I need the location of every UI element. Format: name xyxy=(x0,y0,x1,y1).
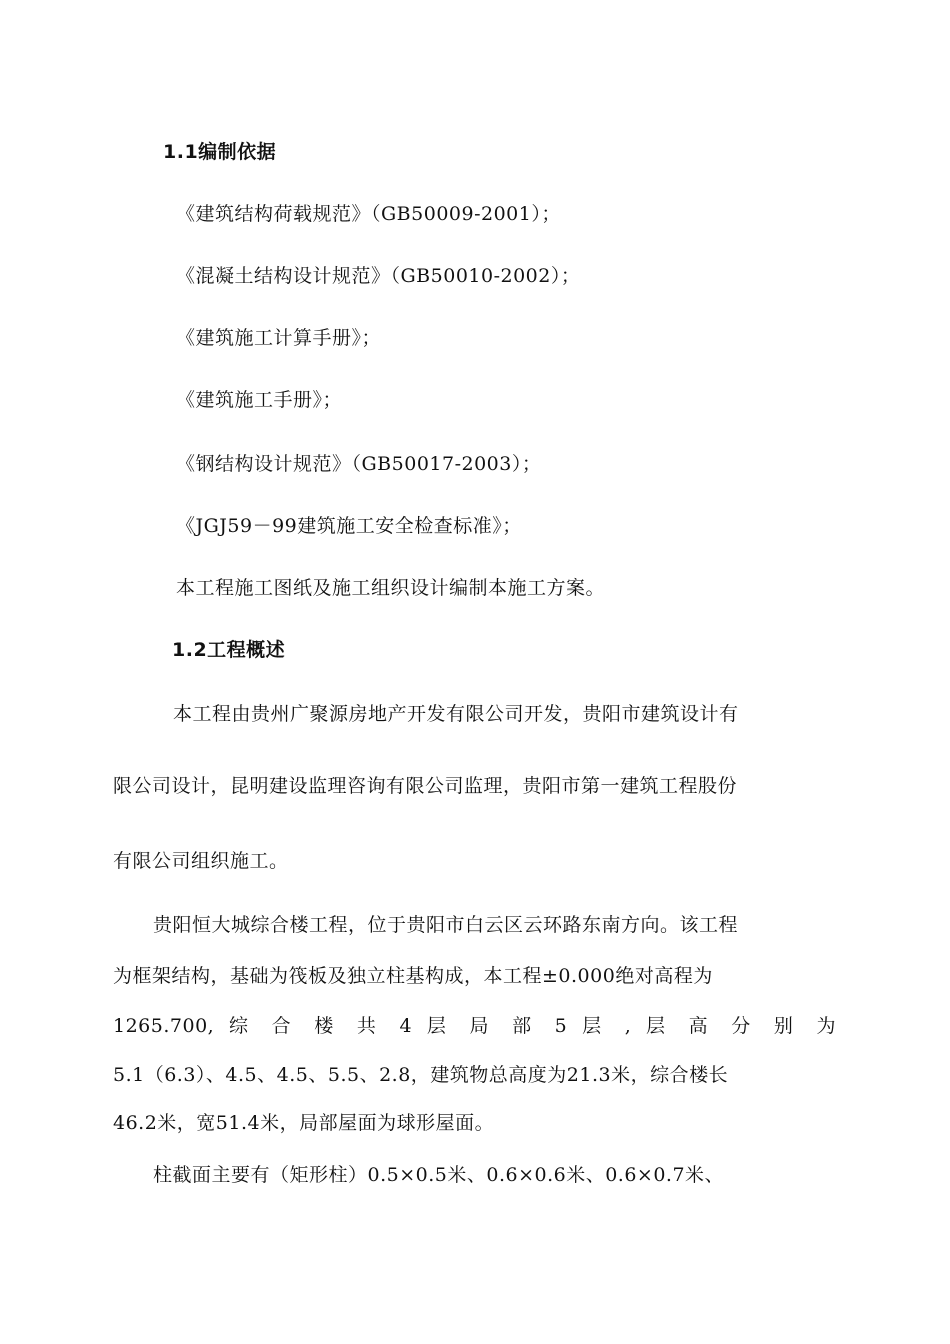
paragraph-line: 46.2米，宽51.4米，局部屋面为球形屋面。 xyxy=(113,1112,495,1134)
reference-item: 《建筑施工手册》； xyxy=(176,389,343,411)
paragraph-line: 有限公司组织施工。 xyxy=(113,850,289,872)
reference-item: 《JGJ59－99建筑施工安全检查标准》； xyxy=(176,515,522,537)
reference-item: 《建筑施工计算手册》； xyxy=(176,327,382,349)
paragraph-line: 限公司设计，昆明建设监理咨询有限公司监理，贵阳市第一建筑工程股份 xyxy=(113,775,738,797)
section-heading-1-1: 1.1编制依据 xyxy=(163,141,277,163)
paragraph-line: 为框架结构，基础为筏板及独立柱基构成，本工程±0.000绝对高程为 xyxy=(113,965,713,987)
paragraph-line: 5.1（6.3）、4.5、4.5、5.5、2.8，建筑物总高度为21.3米，综合楼长 xyxy=(113,1064,729,1086)
paragraph-line: 柱截面主要有（矩形柱）0.5×0.5米、0.6×0.6米、0.6×0.7米、 xyxy=(153,1164,725,1186)
reference-item: 《混凝土结构设计规范》（GB50010-2002）； xyxy=(176,265,581,287)
basis-closing-text: 本工程施工图纸及施工组织设计编制本施工方案。 xyxy=(176,577,606,599)
paragraph-line: 1265.700, 综 合 楼 共 4 层 局 部 5 层 , 层 高 分 别 为 xyxy=(113,1015,836,1037)
section-heading-1-2: 1.2工程概述 xyxy=(172,639,286,661)
paragraph-line: 本工程由贵州广聚源房地产开发有限公司开发，贵阳市建筑设计有 xyxy=(173,703,739,725)
reference-item: 《建筑结构荷载规范》（GB50009-2001）； xyxy=(176,203,561,225)
paragraph-line: 贵阳恒大城综合楼工程，位于贵阳市白云区云环路东南方向。该工程 xyxy=(153,914,739,936)
reference-item: 《钢结构设计规范》（GB50017-2003）； xyxy=(176,453,542,475)
